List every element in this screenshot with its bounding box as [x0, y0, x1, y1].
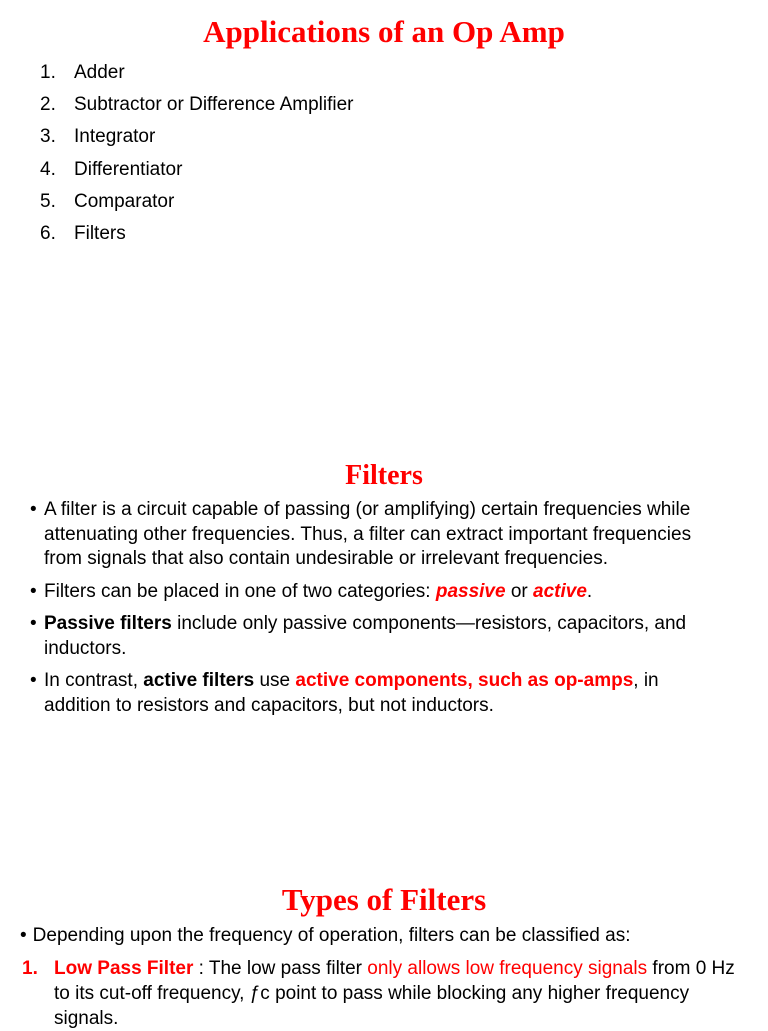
- bullet-dot: •: [30, 670, 37, 691]
- term-passive: passive: [435, 580, 506, 602]
- list-number: 4.: [40, 158, 56, 180]
- slide-title-types-of-filters: Types of Filters: [281, 882, 487, 917]
- applications-list: [40, 60, 354, 253]
- bullet-passive-filters: [30, 612, 730, 661]
- bullet-text: Filters can be placed in one of two categories:: [44, 580, 436, 602]
- bullet-active-filters: [30, 669, 730, 718]
- list-label: Filters: [74, 222, 126, 244]
- bullet-text: A filter is a circuit capable of passing (or amplifying) certain frequencies while attenuating other frequencies. Thus, a filter can extract important frequencies from signals that also contain undesirable or irrelevant frequencies.: [44, 499, 692, 569]
- term-active-components: active components, such as op-amps: [295, 670, 634, 691]
- type-text: from 0 Hz to its cut-off frequency, ƒc point to pass while blocking any higher frequency signals.: [54, 958, 735, 1029]
- bullet-text: Depending upon the frequency of operation, filters can be classified as:: [32, 925, 631, 946]
- list-item: [40, 157, 354, 189]
- type-description: [54, 956, 742, 1031]
- list-item: [40, 124, 354, 156]
- list-number: 1.: [40, 62, 56, 83]
- types-intro-bullet: [20, 924, 630, 948]
- term-passive-filters: Passive filters: [44, 613, 172, 634]
- list-number: 3.: [40, 126, 56, 148]
- term-low-frequency: only allows low frequency signals: [367, 958, 648, 979]
- list-number: 2.: [40, 94, 56, 116]
- term-low-pass-filter: Low Pass Filter: [54, 958, 194, 979]
- bullet-dot: •: [30, 580, 37, 602]
- list-item: [40, 60, 354, 92]
- slide-title-filters: Filters: [345, 460, 423, 491]
- bullet-text: include only passive components—resistors, capacitors, and inductors.: [44, 613, 687, 659]
- list-label: Comparator: [74, 190, 175, 212]
- slide-title-applications: Applications of an Op Amp: [203, 14, 565, 49]
- bullet-dot: •: [30, 499, 37, 520]
- term-active: active: [533, 580, 587, 602]
- bullet-definition: [30, 498, 730, 572]
- list-label: Integrator: [74, 126, 156, 148]
- bullet-text: or: [505, 580, 534, 602]
- bullet-categories: [30, 580, 730, 605]
- type-text: : The low pass filter: [193, 958, 368, 979]
- list-label: Adder: [74, 62, 125, 83]
- list-item: [40, 221, 354, 253]
- list-item: [40, 189, 354, 221]
- type-low-pass-filter: [22, 956, 742, 1031]
- bullet-dot: •: [20, 925, 27, 946]
- list-label: Differentiator: [74, 158, 183, 180]
- bullet-text: In contrast,: [44, 670, 144, 691]
- bullet-dot: •: [30, 613, 37, 634]
- bullet-text: , in addition to resistors and capacitors, but not inductors.: [44, 670, 659, 716]
- bullet-text: .: [586, 580, 593, 602]
- list-number: 5.: [40, 190, 56, 212]
- list-number: 6.: [40, 222, 56, 244]
- bullet-text: use: [254, 670, 296, 691]
- term-active-filters: active filters: [143, 670, 255, 691]
- type-number: 1.: [22, 958, 38, 979]
- list-label: Subtractor or Difference Amplifier: [74, 94, 354, 116]
- list-item: [40, 92, 354, 124]
- filters-bullet-list: [30, 498, 730, 726]
